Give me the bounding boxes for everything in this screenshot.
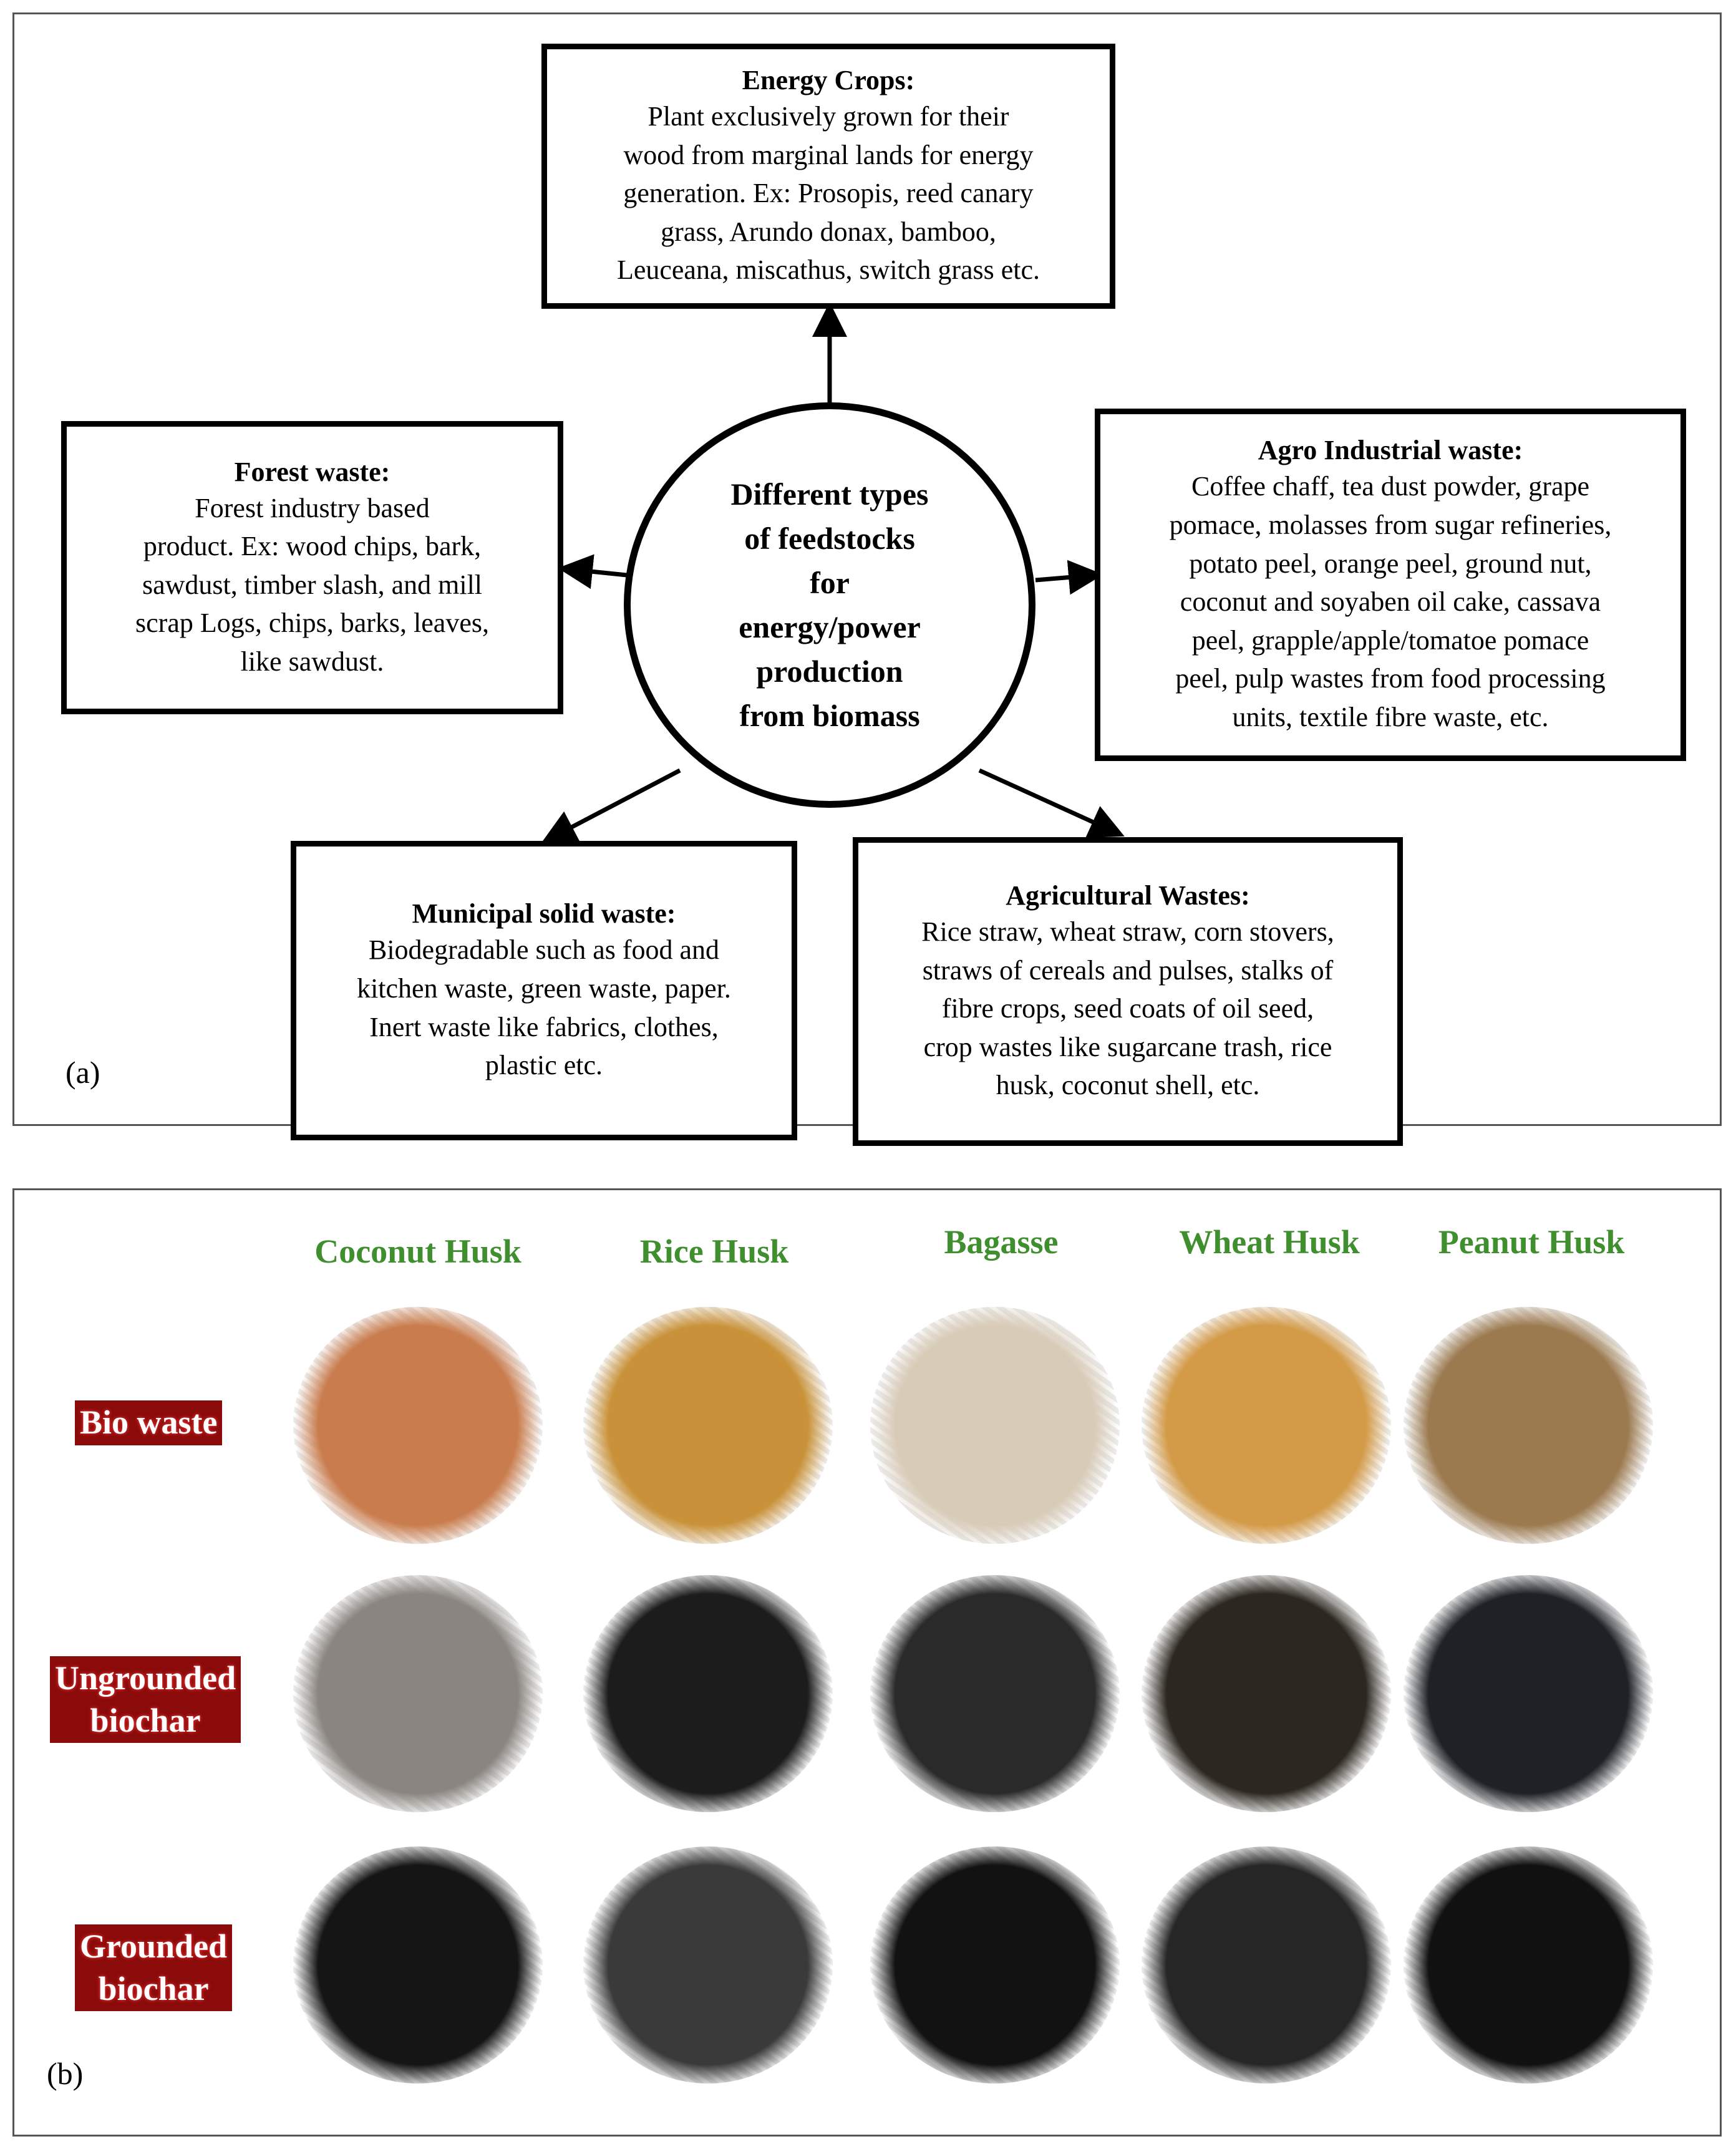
energy-crops-title: Energy Crops: (742, 65, 915, 96)
agro-industrial-line: coconut and soyaben oil cake, cassava (1180, 586, 1601, 618)
sample-image-bio-waste-rice-husk (583, 1307, 833, 1544)
agricultural-wastes-box (853, 837, 1403, 1146)
forest-waste-line: Forest industry based (195, 492, 430, 523)
row-label-line: biochar (98, 1969, 209, 2007)
panel-a-label: (a) (65, 1055, 100, 1090)
agricultural-wastes-line: straws of cereals and pulses, stalks of (922, 954, 1334, 986)
energy-crops-line: wood from marginal lands for energy (623, 139, 1034, 170)
energy-crops-box (541, 44, 1115, 309)
sample-image-grounded-biochar-wheat-husk (1142, 1846, 1391, 2084)
row-label-line: Bio waste (80, 1404, 218, 1441)
agricultural-wastes-line: husk, coconut shell, etc. (996, 1070, 1260, 1101)
column-header: Bagasse (944, 1223, 1059, 1261)
forest-waste-line: sawdust, timber slash, and mill (142, 569, 483, 600)
sample-image-ungrounded-biochar-wheat-husk (1142, 1575, 1391, 1812)
agro-industrial-line: peel, grapple/apple/tomatoe pomace (1191, 624, 1589, 656)
column-header: Rice Husk (639, 1233, 789, 1270)
row-label-line: biochar (90, 1701, 201, 1739)
center-line: production (756, 654, 903, 689)
sample-image-grounded-biochar-peanut-husk (1404, 1846, 1653, 2084)
municipal-waste-title: Municipal solid waste: (412, 898, 676, 929)
municipal-waste-line: plastic etc. (485, 1050, 603, 1081)
agricultural-wastes-title: Agricultural Wastes: (1006, 880, 1250, 911)
agricultural-wastes-line: Rice straw, wheat straw, corn stovers, (921, 916, 1334, 948)
sample-image-grounded-biochar-bagasse (870, 1846, 1120, 2084)
column-header: Wheat Husk (1179, 1223, 1360, 1261)
agro-industrial-line: peel, pulp wastes from food processing (1175, 663, 1606, 694)
agricultural-wastes-line: crop wastes like sugarcane trash, rice (923, 1031, 1332, 1062)
panel-b-label: (b) (47, 2056, 84, 2091)
energy-crops-line: generation. Ex: Prosopis, reed canary (623, 178, 1034, 209)
row-label-grounded-biochar (75, 1924, 232, 2011)
row-label-line: Grounded (80, 1928, 228, 1965)
municipal-waste-line: kitchen waste, green waste, paper. (357, 973, 731, 1004)
center-line: energy/power (739, 609, 921, 644)
sample-image-ungrounded-biochar-coconut-husk (293, 1575, 543, 1812)
energy-crops-line: grass, Arundo donax, bamboo, (661, 216, 996, 247)
municipal-waste-line: Inert waste like fabrics, clothes, (369, 1011, 719, 1042)
row-label-line: Ungrounded (55, 1659, 236, 1697)
energy-crops-line: Leuceana, miscathus, switch grass etc. (616, 255, 1040, 286)
center-circle (624, 402, 1035, 808)
municipal-waste-box (291, 841, 797, 1140)
agro-industrial-title: Agro Industrial waste: (1258, 435, 1523, 466)
forest-waste-line: scrap Logs, chips, barks, leaves, (135, 608, 489, 639)
agro-industrial-line: potato peel, orange peel, ground nut, (1189, 548, 1592, 579)
agro-industrial-line: Coffee chaff, tea dust powder, grape (1191, 471, 1590, 502)
sample-image-bio-waste-wheat-husk (1142, 1307, 1391, 1544)
arrow-to-municipal (549, 770, 680, 839)
forest-waste-line: like sawdust. (240, 646, 384, 677)
sample-image-ungrounded-biochar-rice-husk (583, 1575, 833, 1812)
agro-industrial-box (1095, 409, 1686, 761)
agro-industrial-line: pomace, molasses from sugar refineries, (1169, 510, 1612, 541)
municipal-waste-line: Biodegradable such as food and (368, 934, 720, 966)
agro-industrial-line: units, textile fibre waste, etc. (1232, 701, 1549, 732)
sample-image-bio-waste-peanut-husk (1404, 1307, 1653, 1544)
column-header: Coconut Husk (314, 1233, 521, 1270)
sample-image-ungrounded-biochar-peanut-husk (1404, 1575, 1653, 1812)
sample-image-grounded-biochar-rice-husk (583, 1846, 833, 2084)
sample-image-bio-waste-coconut-husk (293, 1307, 543, 1544)
center-line: Different types (730, 477, 929, 512)
row-label-bio-waste (75, 1400, 222, 1445)
energy-crops-line: Plant exclusively grown for their (647, 101, 1009, 132)
row-label-ungrounded-biochar (50, 1656, 241, 1743)
center-line: from biomass (739, 698, 920, 733)
sample-image-grounded-biochar-coconut-husk (293, 1846, 543, 2084)
center-line: of feedstocks (744, 521, 915, 556)
arrow-to-agricultural (979, 770, 1117, 833)
arrow-to-forest-waste (566, 569, 627, 575)
forest-waste-title: Forest waste: (234, 456, 390, 487)
sample-image-ungrounded-biochar-bagasse (870, 1575, 1120, 1812)
forest-waste-line: product. Ex: wood chips, bark, (143, 531, 482, 562)
sample-image-bio-waste-bagasse (870, 1307, 1120, 1544)
forest-waste-box (61, 421, 563, 714)
center-line: for (810, 565, 850, 600)
agricultural-wastes-line: fibre crops, seed coats of oil seed, (941, 993, 1314, 1024)
arrow-to-agro-industrial (1035, 575, 1095, 580)
column-header: Peanut Husk (1438, 1223, 1625, 1261)
